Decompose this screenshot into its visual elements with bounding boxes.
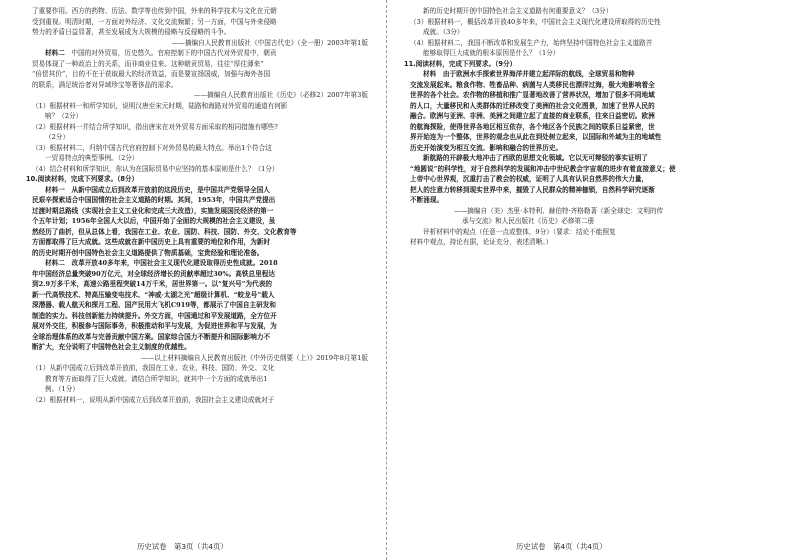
question-line: 成就。（3分） [423, 28, 464, 36]
material2-text: 中国的对外贸易，历史悠久。官府控制下的中国古代对外贸易中，朝贡 [71, 49, 277, 57]
intro-line: 势力的矛盾日益显著，甚至发展成为大规模的侵略与反侵略的斗争。 [32, 28, 231, 36]
left-page [26, 6, 368, 405]
q10-m2-line: 深潜器、载人航天和探月工程、国产民用大飞机C919等，都展示了中国自主研发和 [32, 301, 276, 309]
q11-line: “地圆说”的科学性，对于自然科学的发展和冲击中世纪教会宇宙观的进步有着直接意义；使 [410, 164, 676, 173]
question-line: （2）根据材料一并结合所学知识，指出唐宋在对外贸易方面采取的相同措施有哪些? [32, 122, 278, 131]
question-line: （3）根据材料二，归纳中国古代官府控制下对外贸易的最大特点。举出1个符合这 [32, 143, 272, 152]
material2-label: 材料二 [45, 49, 65, 57]
q10-m2-line-1 [32, 258, 368, 269]
q10-m1-line: 个五年计划；1956年全国人大以后，中国开始了全面的大规模的社会主义建设，虽 [32, 217, 276, 225]
question-line: 一贸易特点的典型事例。（2分） [45, 154, 139, 162]
q10-m1-text: 从新中国成立后到改革开放前的这段历史，是中国共产党领导全国人 [71, 185, 270, 194]
q10-m2-line: 到2.9万多千米，高速公路里程突破14万千米，居世界第一。以“复兴号”为代表的 [32, 280, 273, 288]
material2-source: ——摘编自人民教育出版社《历史》（必修2）2007年第3版 [193, 91, 368, 99]
question-line: 新的历史时期开创中国特色社会主义道路有何重要意义？（3分） [423, 7, 613, 15]
q11-line: 上帝中心世界观，沉重打击了教会的权威，证明了人具有认识自然界的伟大力量， [410, 175, 649, 183]
q10-m2-label: 材料二 [45, 259, 65, 267]
q10-m1-line-1 [32, 185, 368, 196]
q11-label: 材料 [423, 70, 437, 78]
q11-line: 世界的各个社会。农作物的移植和推广显著地改善了营养状况，增加了很多不同地域 [410, 91, 655, 99]
q11-line: 不断涌现。 [410, 196, 444, 204]
question-line: 响？（2分） [45, 112, 83, 120]
q10-title: 10.阅读材料，完成下列要求。（8分） [26, 175, 139, 183]
q11-line: 把人的注意力转移到现实世界中来，摧毁了人民群众的精神枷锁，自然科学研究逐渐 [410, 185, 655, 194]
q11-line: 新航路的开辟极大地冲击了西欧的思想文化领域。它以无可辩驳的事实证明了 [423, 154, 648, 162]
q10-m1-line: 的历史时期开创中国特色社会主义道路提供了物质基础，宝贵经验和理论准备。 [32, 248, 264, 257]
q10-m2-line: 新一代高铁技术、特高压输变电技术、“神威·太湖之光”超级计算机、“蛟龙号”载人 [32, 290, 275, 299]
q11-line: 的人口，大量移民和人类群体的迁移改变了美洲的社会文化图景，加速了世界人民的 [410, 101, 655, 110]
question-line: 例。（1分） [45, 385, 79, 393]
right-page [404, 6, 760, 248]
q10-m1-label: 材料一 [45, 185, 65, 194]
q10-m1-line: 然经历了曲折，但从总体上看，我国在工业、农业、国防、科技、国防、外交、文化教育等 [32, 227, 297, 236]
left-page-footer: 历史试卷 第3页（共4页） [137, 542, 228, 551]
question-line: 教育等方面取得了巨大成就。请结合所学知识，就其中一个方面的成就举出1 [45, 374, 268, 383]
q10-m2-line: 展对外交往，积极参与国际事务，积极推动和平与发展，为促进世界和平与发展，为 [32, 322, 277, 330]
q11-text: 由于欧洲水手探索世界海洋并建立起洋际的航线，全球贸易和物种 [442, 70, 635, 78]
q10-m2-line: 断扩大，充分说明了中国特色社会主义制度的优越性。 [32, 343, 191, 351]
question-line: （4）根据材料二，我国不断改革和发展生产力，始终坚持中国特色社会主义道路并 [410, 38, 653, 47]
question-line: （2）根据材料一，说明从新中国成立后到改革开放前，我国社会主义建设成就对于 [32, 395, 275, 404]
q10-m2-line: 制造的实力。科技创新能力持续提升。外交方面，中国通过和平发展道路，全方位开 [32, 311, 277, 320]
material2-line: “倍偿其价”，目的不在于获取最大的经济效益，而是要宣扬国威，加强与海外各国 [32, 70, 271, 78]
q11-line: 融合。欧洲与亚洲、非洲、美洲之间建立起了直接的商业联系，往来日益密切。欧洲 [410, 112, 655, 120]
q11-line: 的航海探险，使得世界各地区相互依存，各个地区各个民族之间的联系日益紧密，世 [410, 122, 655, 131]
q11-line-1 [410, 69, 760, 80]
q11-task: 评析材料中的观点（任意一点或整体，9分）（要求：结论不能照复 [423, 227, 616, 236]
right-page-footer: 历史试卷 第4页（共4页） [516, 542, 607, 551]
material2-line: 的联系，满足统治者对异域珍宝等奢侈品的需求。 [32, 80, 178, 89]
q10-m1-line: 过渡时期总路线（实现社会主义工业化和完成三大改造），实施发展国民经济的第一 [32, 206, 274, 215]
material2-line: 贸易体现了一种政治上的关系，而非商业往来。这种朝贡贸易，往往“厚往薄来” [32, 59, 264, 68]
q11-title: 11.阅读材料，完成下列要求。（9分） [404, 59, 517, 68]
question-line: （3）根据材料一，概括改革开放40多年来，中国社会主义现代化建设所取得的历史性 [410, 17, 661, 26]
q10-m2-text: 改革开放40多年来，中国社会主义现代化建设取得历史性成就。2018 [71, 259, 278, 267]
question-line: （4）结合材料和所学知识，你认为在国际贸易中应坚持的基本原则是什么？（1分） [32, 164, 279, 173]
q10-source: ——以上材料摘编自人民教育出版社《中外历史纲要（上）》2019年8月第1版 [140, 353, 368, 362]
question-line: （2分） [45, 133, 70, 141]
q11-line: 界开始连为一个整体，世界的观念也从此在到处树立起来，以国际和外域为主的地域性 [410, 133, 662, 141]
column-divider [386, 0, 387, 560]
question-line: 能够取得巨大成就的根本原因是什么？（1分） [423, 49, 560, 57]
q11-line: 历史开始演变为相互交流、影响和融合的世界历史。 [410, 143, 563, 152]
material2-line-1 [32, 48, 368, 59]
q11-line: 交流发展起来。粮食作物、牲畜品种、病菌与人类移民也漂洋过海，极大地影响着全 [410, 80, 655, 89]
intro-line: 了重要作用。西方的药物、历法、数学等也传到中国，外来的科学技术与文化在元朝 [32, 7, 277, 15]
question-line: （1）从新中国成立后到改革开放前，我国在工业、农业、科技、国防、外交、文化 [32, 364, 275, 372]
q10-m2-line: 年中国经济总量突破90万亿元，对全球经济增长的贡献率超过30%。高铁总里程达 [32, 269, 275, 278]
q10-m1-line: 方面都取得了巨大成就。这些成就在新中国历史上具有重要的地位和作用，为新时 [32, 238, 271, 246]
q10-m1-line: 民艰辛探索适合中国国情的社会主义道路的时期。其间，1953年，中国共产党提出 [32, 196, 276, 204]
intro-line: 受到重视。明清时期，一方面对外经济、文化交流频繁；另一方面，中国与外来侵略 [32, 17, 277, 26]
q10-m2-line: 全球治理体系的改革与完善贡献中国方案。国家综合国力不断提升和国际影响力不 [32, 332, 271, 341]
q11-source-cont: 承与交流》和人民出版社《历史》必修第二册 [462, 217, 595, 225]
q11-task: 材料中观点，持论有据，论证充分，表述清晰。） [410, 238, 553, 246]
question-line: （1）根据材料一和所学知识，说明汉唐至宋元时期，陆路和海路对外贸易的通道有何影 [32, 101, 288, 110]
intro-source: ——摘编自人民教育出版社《中国古代史》（全一册）2003年第1版 [171, 38, 368, 47]
q11-source: ——摘编自（美）杰里·本特利、赫伯特·齐格勒著《新全球史：文明的传 [454, 206, 664, 215]
